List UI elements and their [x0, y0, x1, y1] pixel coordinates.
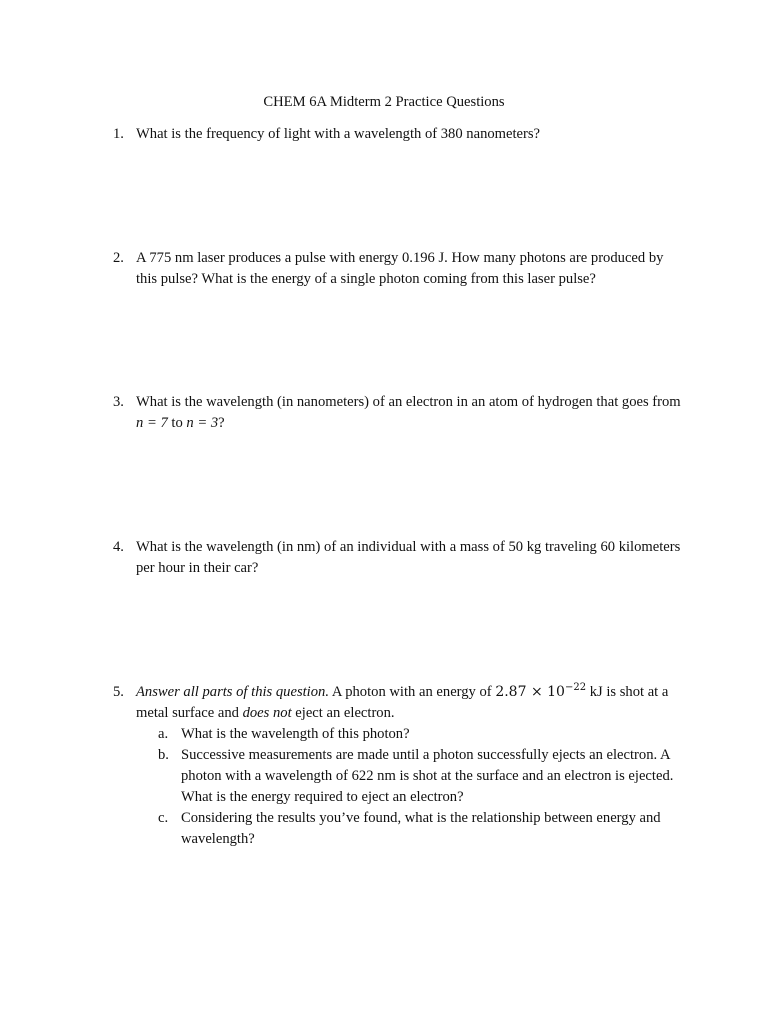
question-3 — [113, 392, 683, 434]
subquestion-letter: c. — [158, 810, 169, 826]
subquestion-letter: a. — [158, 726, 169, 742]
energy-exponent: −22 — [564, 682, 587, 693]
question-2 — [113, 248, 683, 290]
initial-level: n = 7 — [136, 415, 168, 431]
subquestion-a — [158, 724, 683, 745]
subquestion-text: What is the wavelength of this photon? — [181, 726, 410, 742]
question-text — [136, 392, 683, 434]
question-text-part: eject an electron. — [295, 705, 395, 721]
subquestion-text: Considering the results you’ve found, what is the relationship between energy and wavelength? — [181, 810, 661, 847]
question-number: 1. — [113, 126, 124, 142]
question-number: 2. — [113, 250, 124, 266]
final-level: n = 3 — [186, 415, 219, 431]
subquestion-b — [158, 745, 683, 808]
subquestion-letter: b. — [158, 747, 169, 763]
question-text-part: What is the wavelength (in nanometers) of an electron in an atom of hydrogen that goes from — [136, 394, 681, 410]
instruction-text: Answer all parts of this question. — [136, 684, 329, 700]
energy-value — [495, 684, 586, 700]
question-text-part: kJ is shot at a metal surface and — [136, 684, 669, 721]
energy-base: 2.87 × 10 — [495, 684, 565, 700]
question-text: A 775 nm laser produces a pulse with energy 0.196 J. How many photons are produced by this pulse? What is the energy of a single photon coming from this laser pulse? — [136, 250, 664, 287]
question-5 — [113, 682, 683, 850]
question-text-part: to — [171, 415, 183, 431]
emphasis-text: does not — [242, 705, 292, 721]
question-number: 4. — [113, 539, 124, 555]
subquestion-c — [158, 808, 683, 850]
question-number: 3. — [113, 394, 124, 410]
question-text-part: A photon with an energy of — [331, 684, 492, 700]
page-title: CHEM 6A Midterm 2 Practice Questions — [263, 94, 505, 110]
question-text: What is the frequency of light with a wavelength of 380 nanometers? — [136, 126, 541, 142]
question-text-part: ? — [218, 415, 225, 431]
question-1 — [113, 124, 683, 145]
subquestion-text: Successive measurements are made until a photon successfully ejects an electron. A photon with a wavelength of 622 nm is shot at the surface and an electron is ejected. What is the energy required to eject an electron? — [181, 747, 674, 805]
question-text — [136, 682, 683, 724]
question-text: What is the wavelength (in nm) of an individual with a mass of 50 kg traveling 60 kilometers per hour in their car? — [136, 539, 681, 576]
question-number: 5. — [113, 684, 124, 700]
question-4 — [113, 537, 683, 579]
